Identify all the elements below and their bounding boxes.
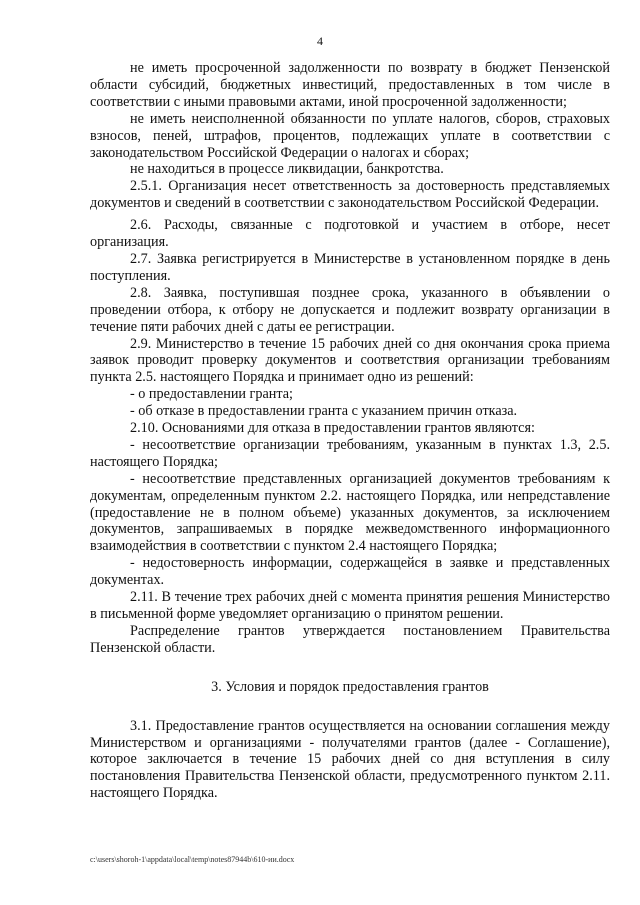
paragraph: 2.9. Министерство в течение 15 рабочих дней со дня окончания срока приема заявок проводит проверку документов и соответствия организации требованиям пункта 2.5. настоящего Порядка и принимает одно из решений:: [90, 335, 610, 386]
list-item: - о предоставлении гранта;: [130, 386, 293, 403]
paragraph: 2.5.1. Организация несет ответственность за достоверность представляемых документов и сведений в соответствии с законодательством Российской Федерации.: [90, 178, 610, 212]
paragraph: не иметь неисполненной обязанности по уплате налогов, сборов, страховых взносов, пеней, штрафов, процентов, подлежащих уплате в соответствии с законодательством Российской Федерации о налогах и сборах;: [90, 110, 610, 161]
paragraph: 2.8. Заявка, поступившая позднее срока, указанного в объявлении о проведении отбора, к отбору не допускается и подлежит возврату организации в течение пяти рабочих дней с даты ее регистрации.: [90, 284, 610, 335]
paragraph: не иметь просроченной задолженности по возврату в бюджет Пензенской области субсидий, бюджетных инвестиций, предоставленных в том числе в соответствии с иными правовыми актами, иной просроченной задолженности;: [90, 60, 610, 110]
document-body: [90, 60, 610, 802]
section-heading: 3. Условия и порядок предоставления грантов: [211, 678, 489, 695]
paragraph: 3.1. Предоставление грантов осуществляется на основании соглашения между Министерством и организациями - получателями грантов (далее - Соглашение), которое заключается в течение 15 рабочих дней со дня вступления в силу постановления Правительства Пензенской области, предусмотренного пунктом 2.11. настоящего Порядка.: [90, 717, 610, 802]
footer-file-path: c:\users\shoroh-1\appdata\local\temp\notes87944b\610-ии.docx: [90, 855, 295, 864]
list-item: - несоответствие представленных организацией документов требованиям к документам, определенным пунктом 2.2. настоящего Порядка, или непредставление (предоставление не в полном объеме) указанных документов, за исключением документов, запрашиваемых в порядке межведомственного информационного взаимодействия в соответствии с пунктом 2.4 настоящего Порядка;: [90, 470, 610, 555]
paragraph: 2.10. Основаниями для отказа в предоставлении грантов являются:: [130, 420, 535, 437]
paragraph: 2.6. Расходы, связанные с подготовкой и участием в отборе, несет организация.: [90, 217, 610, 251]
list-item: - недостоверность информации, содержащейся в заявке и представленных документах.: [90, 555, 610, 589]
paragraph: не находиться в процессе ликвидации, банкротства.: [130, 161, 444, 178]
page-number: 4: [317, 34, 323, 48]
paragraph: 2.11. В течение трех рабочих дней с момента принятия решения Министерство в письменной форме уведомляет организацию о принятом решении.: [90, 589, 610, 622]
paragraph: Распределение грантов утверждается постановлением Правительства Пензенской области.: [90, 622, 610, 656]
list-item: - несоответствие организации требованиям, указанным в пунктах 1.3, 2.5. настоящего Порядка;: [90, 436, 610, 470]
paragraph: 2.7. Заявка регистрируется в Министерстве в установленном порядке в день поступления.: [90, 250, 610, 284]
list-item: - об отказе в предоставлении гранта с указанием причин отказа.: [130, 403, 518, 420]
